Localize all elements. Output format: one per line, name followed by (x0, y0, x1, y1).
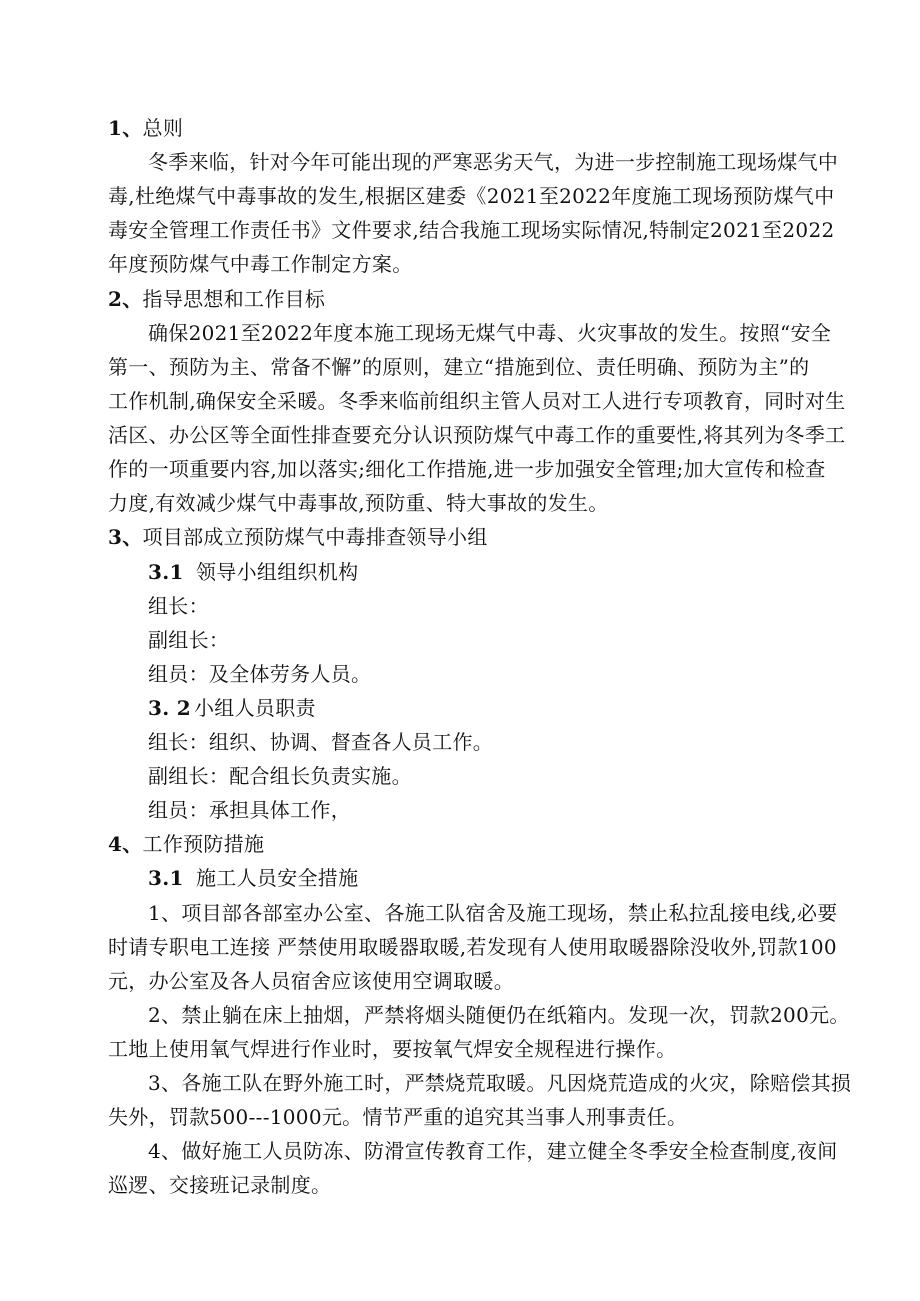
deputy-duty-line: 副组长：配合组长负责实施。 (148, 764, 412, 788)
subsection-3-1-title: 领导小组组织机构 (196, 560, 359, 584)
measure-2-line-2: 工地上使用氧气焊进行作业时，要按氧气焊安全规程进行操作。 (108, 1037, 677, 1061)
leader-duty-line: 组长：组织、协调、督查各人员工作。 (148, 730, 494, 754)
subsection-3-1-heading (148, 559, 358, 585)
measure-1-line-1: 1、项目部各部室办公室、各施工队宿舍及施工现场，禁止私拉乱接电线,必要 (148, 901, 838, 925)
section-2-paragraph-line-2: 第一、预防为主、常备不懈”的原则，建立“措施到位、责任明确、预防为主”的 (108, 355, 810, 379)
section-1-paragraph-line-4: 年度预防煤气中毒工作制定方案。 (108, 252, 413, 276)
group-leader-line: 组长： (148, 594, 209, 618)
measure-4-line-2: 巡逻、交接班记录制度。 (108, 1173, 332, 1197)
measure-1-line-3: 元，办公室及各人员宿舍应该使用空调取暖。 (108, 969, 514, 993)
section-1-number: 1、 (108, 116, 143, 140)
member-duty-line: 组员：承担具体工作， (148, 798, 351, 822)
subsection-3-1-number: 3.1 (148, 560, 184, 584)
section-2-paragraph-line-1: 确保2021至2022年度本施工现场无煤气中毒、火灾事故的发生。按照“安全 (148, 321, 832, 345)
measure-3-line-1: 3、各施工队在野外施工时，严禁烧荒取暖。凡因烧荒造成的火灾，除赔偿其损 (148, 1071, 852, 1095)
measure-2-line-1: 2、禁止躺在床上抽烟，严禁将烟头随便仍在纸箱内。发现一次，罚款200元。 (148, 1003, 850, 1027)
section-2-paragraph-line-4: 活区、办公区等全面性排查要充分认识预防煤气中毒工作的重要性,将其列为冬季工 (108, 423, 846, 447)
section-2-paragraph-line-5: 作的一项重要内容,加以落实;细化工作措施,进一步加强安全管理;加大宣传和检查 (108, 457, 826, 481)
section-2-number: 2、 (108, 287, 143, 311)
section-4-title: 工作预防措施 (142, 832, 265, 856)
section-1-heading (108, 115, 183, 141)
deputy-leader-line: 副组长： (148, 628, 230, 652)
subsection-4-1-title: 施工人员安全措施 (196, 866, 359, 890)
subsection-4-1-heading (148, 865, 358, 891)
section-4-number: 4、 (108, 832, 143, 856)
subsection-4-1-number: 3.1 (148, 866, 184, 890)
section-3-title: 项目部成立预防煤气中毒排查领导小组 (142, 525, 488, 549)
section-1-title: 总则 (142, 116, 184, 140)
section-3-number: 3、 (108, 525, 143, 549)
section-2-paragraph-line-6: 力度,有效减少煤气中毒事故,预防重、特大事故的发生。 (108, 491, 609, 515)
measure-1-line-2: 时请专职电工连接 严禁使用取暖器取暖,若发现有人使用取暖器除没收外,罚款100 (108, 935, 837, 959)
section-2-title: 指导思想和工作目标 (142, 287, 326, 311)
section-3-heading (108, 524, 488, 550)
section-2-heading (108, 286, 325, 312)
measure-3-line-2: 失外，罚款500---1000元。情节严重的追究其当事人刑事责任。 (108, 1105, 688, 1129)
measure-4-line-1: 4、做好施工人员防冻、防滑宣传教育工作，建立健全冬季安全检查制度,夜间 (148, 1139, 838, 1163)
section-1-paragraph-line-3: 毒安全管理工作责任书》文件要求,结合我施工现场实际情况,特制定2021至2022 (108, 218, 835, 242)
group-members-line: 组员：及全体劳务人员。 (148, 662, 372, 686)
section-1-paragraph-line-1: 冬季来临，针对今年可能出现的严寒恶劣天气，为进一步控制施工现场煤气中 (148, 150, 839, 174)
subsection-3-2-title: 小组人员职责 (194, 696, 316, 720)
section-2-paragraph-line-3: 工作机制,确保安全采暖。冬季来临前组织主管人员对工人进行专项教育，同时对生 (108, 389, 846, 413)
subsection-3-2-number: 3. 2 (148, 696, 191, 720)
subsection-3-2-heading (148, 695, 316, 721)
section-4-heading (108, 831, 264, 857)
section-1-paragraph-line-2: 毒,杜绝煤气中毒事故的发生,根据区建委《2021至2022年度施工现场预防煤气中 (108, 184, 835, 208)
